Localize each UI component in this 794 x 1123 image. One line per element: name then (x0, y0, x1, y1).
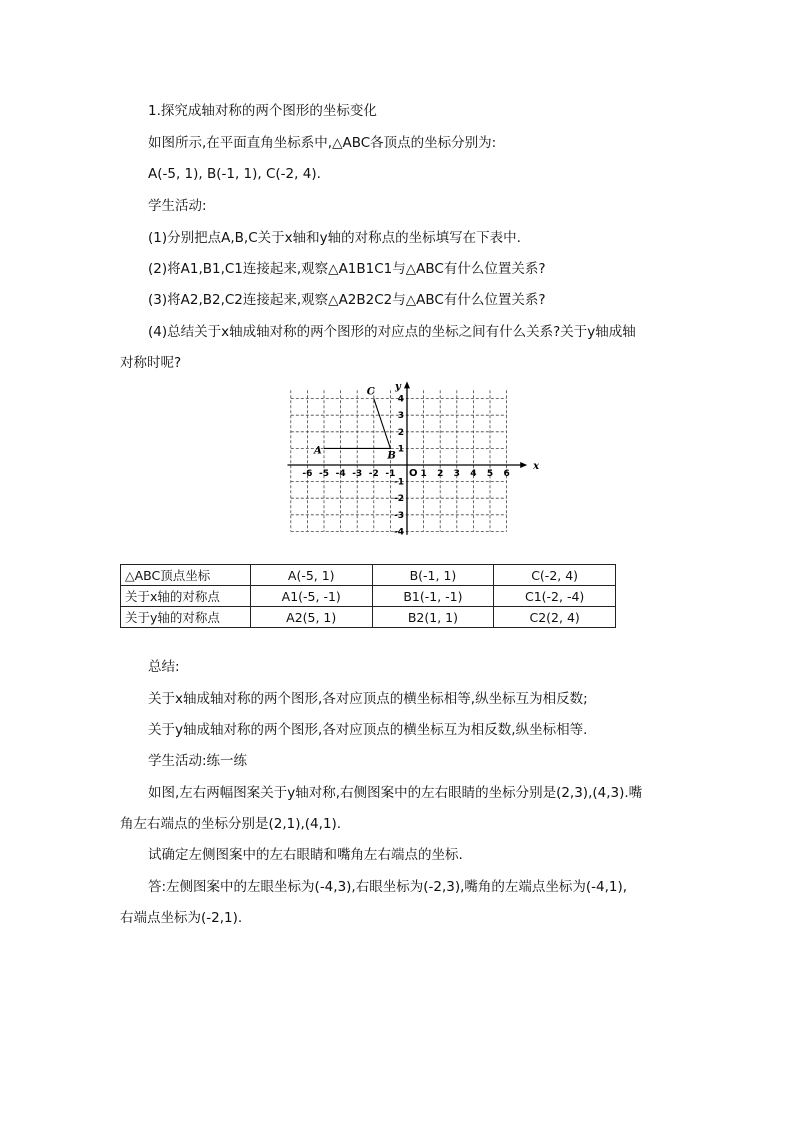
table-cell: C(-2, 4) (494, 565, 616, 586)
y-tick-label: -3 (394, 510, 404, 521)
x-tick-label: -3 (352, 469, 363, 479)
practice-line-2: 角左右端点的坐标分别是(2,1),(4,1). (120, 816, 342, 832)
x-tick-label: 6 (503, 469, 510, 479)
table-cell: B2(1, 1) (372, 607, 494, 628)
x-tick-label: -5 (319, 469, 329, 479)
answer-line-2: 右端点坐标为(-2,1). (120, 910, 243, 926)
table-cell: A1(-5, -1) (250, 586, 372, 607)
x-tick-label: -2 (368, 469, 379, 479)
row-header: 关于y轴的对称点 (121, 607, 251, 628)
practice-line-1: 如图,左右两幅图案关于y轴对称,右侧图案中的左右眼睛的坐标分别是(2,3),(4,3).嘴 (148, 785, 643, 801)
x-tick-label: -1 (385, 469, 396, 479)
coordinate-figure (290, 376, 540, 542)
intro-text: 如图所示,在平面直角坐标系中,△ABC各顶点的坐标分别为: (148, 135, 497, 151)
y-tick-label: -2 (394, 494, 404, 505)
x-tick-label: 2 (437, 469, 444, 479)
vertices-text: A(-5, 1), B(-1, 1), C(-2, 4). (148, 166, 321, 182)
tick-labels (302, 395, 509, 538)
point-label-b: B (387, 450, 396, 462)
summary-title: 总结: (148, 659, 180, 675)
point-label-a: A (314, 445, 322, 457)
section-title: 1.探究成轴对称的两个图形的坐标变化 (148, 103, 377, 119)
task-1: (1)分别把点A,B,C关于x轴和y轴的对称点的坐标填写在下表中. (148, 230, 521, 246)
table-cell: C1(-2, -4) (494, 586, 616, 607)
x-axis-label: x (533, 461, 540, 472)
summary-line-1: 关于x轴成轴对称的两个图形,各对应顶点的横坐标相等,纵坐标互为相反数; (148, 691, 588, 707)
task-4: (4)总结关于x轴成轴对称的两个图形的对应点的坐标之间有什么关系?关于y轴成轴 (148, 324, 636, 340)
point-label-c: C (366, 386, 375, 398)
origin-label: O (409, 468, 418, 479)
x-tick-label: -4 (335, 469, 346, 479)
answer-line-1: 答:左侧图案中的左眼坐标为(-4,3),右眼坐标为(-2,3),嘴角的左端点坐标为(-4,1), (148, 879, 628, 895)
table-row (121, 586, 616, 607)
y-tick-label: 1 (397, 444, 404, 455)
table-cell: C2(2, 4) (494, 607, 616, 628)
coordinate-table (120, 564, 616, 628)
task-4-continued: 对称时呢? (120, 355, 182, 371)
y-axis-label: y (395, 381, 401, 393)
y-tick-label: 3 (397, 411, 404, 422)
x-tick-label: 4 (470, 469, 477, 479)
table-row (121, 565, 616, 586)
y-tick-label: 4 (397, 394, 404, 405)
table-cell: A2(5, 1) (250, 607, 372, 628)
x-tick-label: 1 (420, 469, 427, 479)
y-tick-label: 2 (397, 427, 404, 438)
x-tick-label: 5 (486, 469, 494, 479)
task-2: (2)将A1,B1,C1连接起来,观察△A1B1C1与△ABC有什么位置关系? (148, 261, 546, 277)
table-cell: B1(-1, -1) (372, 586, 494, 607)
x-tick-label: -6 (302, 469, 313, 479)
table-cell: B(-1, 1) (372, 565, 494, 586)
x-tick-label: 3 (453, 469, 460, 479)
y-axis-arrow (404, 381, 410, 388)
row-header: △ABC顶点坐标 (121, 565, 251, 586)
activity-title: 学生活动: (148, 198, 207, 214)
practice-title: 学生活动:练一练 (148, 753, 248, 769)
y-tick-label: -4 (394, 527, 404, 538)
y-tick-label: -1 (394, 477, 404, 488)
table-row (121, 607, 616, 628)
practice-line-3: 试确定左侧图案中的左右眼睛和嘴角左右端点的坐标. (148, 847, 463, 863)
axes (287, 381, 540, 534)
row-header: 关于x轴的对称点 (121, 586, 251, 607)
triangle-abc (313, 387, 396, 462)
x-axis-arrow (520, 462, 527, 468)
summary-line-2: 关于y轴成轴对称的两个图形,各对应顶点的横坐标互为相反数,纵坐标相等. (148, 722, 588, 738)
table-cell: A(-5, 1) (250, 565, 372, 586)
task-3: (3)将A2,B2,C2连接起来,观察△A2B2C2与△ABC有什么位置关系? (148, 292, 546, 308)
